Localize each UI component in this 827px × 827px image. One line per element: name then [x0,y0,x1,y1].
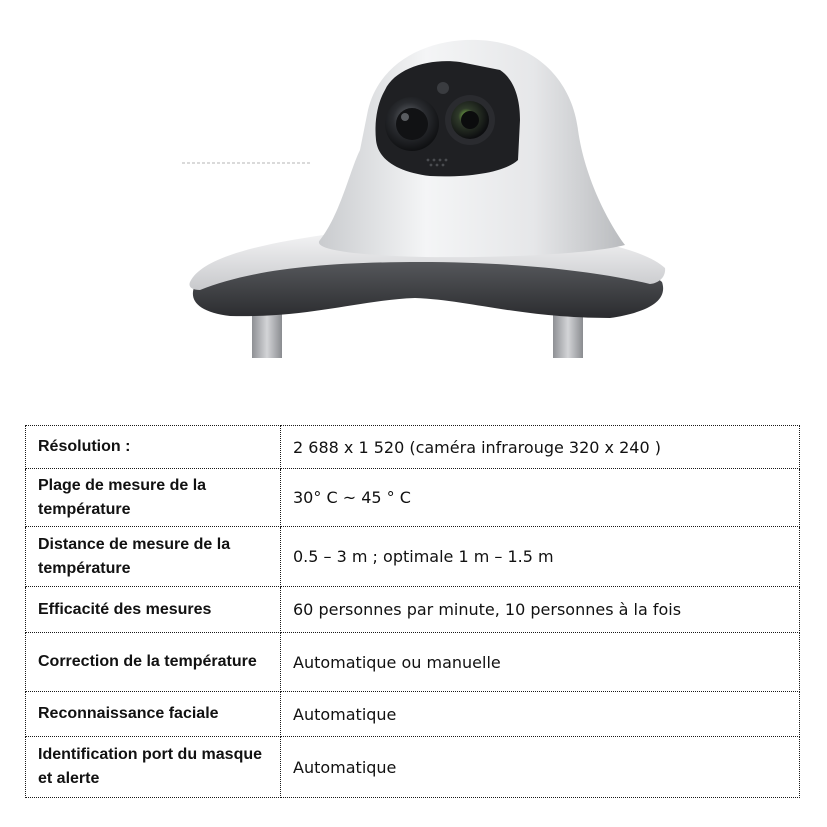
spec-label: Identification port du masque et alerte [26,737,281,798]
thermal-dome-camera-icon [0,0,827,370]
spec-value: Automatique ou manuelle [281,633,800,692]
spec-value: 30° C ~ 45 ° C [281,469,800,527]
spec-label: Résolution : [26,426,281,469]
spec-label: Reconnaissance faciale [26,692,281,737]
spec-label: Plage de mesure de la température [26,469,281,527]
spec-value: 60 personnes par minute, 10 personnes à la fois [281,587,800,633]
spec-label: Efficacité des mesures [26,587,281,633]
spec-value: 0.5 – 3 m ; optimale 1 m – 1.5 m [281,527,800,587]
spec-label: Correction de la température [26,633,281,692]
table-row [26,426,800,469]
table-row [26,633,800,692]
table-row [26,587,800,633]
spec-value: Automatique [281,692,800,737]
table-row [26,692,800,737]
table-row [26,737,800,798]
spec-value: Automatique [281,737,800,798]
spec-label: Distance de mesure de la température [26,527,281,587]
table-row [26,469,800,527]
spec-value: 2 688 x 1 520 (caméra infrarouge 320 x 240 ) [281,426,800,469]
spec-table [25,425,800,798]
product-image [0,0,827,370]
table-row [26,527,800,587]
